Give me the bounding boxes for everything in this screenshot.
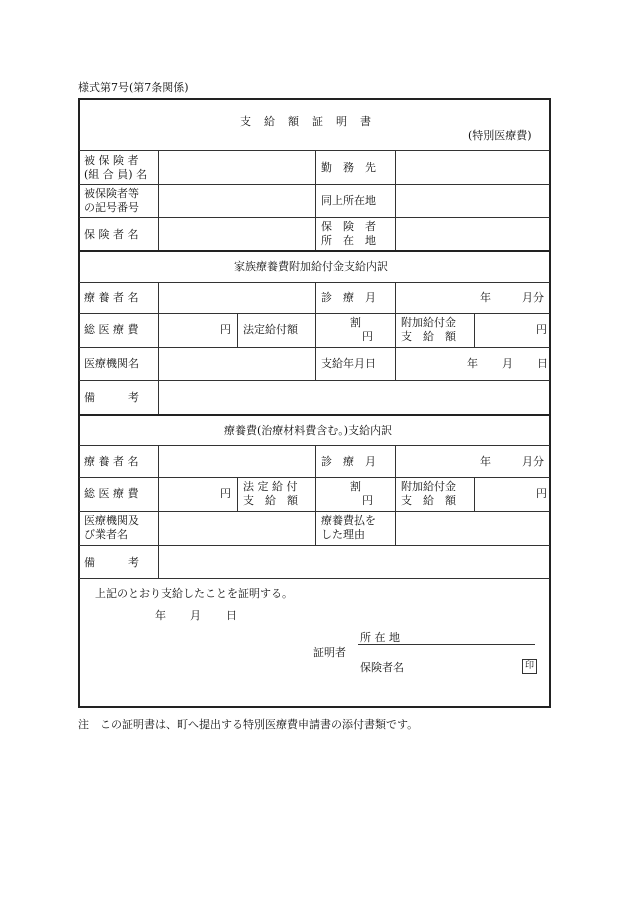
col-line: [237, 477, 238, 511]
reason-label: 療養費払を: [321, 514, 376, 527]
col-line: [158, 150, 159, 250]
form-code: 様式第7号(第7条関係): [78, 81, 189, 94]
seal-icon: 印: [522, 659, 537, 674]
wari-yen: 円: [362, 494, 373, 507]
additional-benefit-label-2: 支 給 額: [401, 494, 456, 507]
year-label: 年: [480, 291, 491, 304]
total-cost-yen: 円: [220, 487, 231, 500]
insurer-address-label-2: 所 在 地: [321, 234, 376, 247]
insurer-address-label: 保 険 者: [321, 220, 376, 233]
insured-name-label-2: (組 合 員) 名: [84, 168, 148, 181]
certifier-label: 証明者: [313, 646, 346, 659]
institution-label-2: び業者名: [84, 528, 128, 541]
additional-yen: 円: [536, 323, 547, 336]
col-line: [395, 150, 396, 250]
workplace-label: 勤 務 先: [321, 161, 376, 174]
date-month: 月: [502, 357, 513, 370]
section2-title: 療養費(治療材料費含む。)支給内訳: [224, 424, 393, 437]
footnote: 注 この証明書は、町へ提出する特別医療費申請書の添付書類です。: [78, 718, 419, 731]
additional-yen: 円: [536, 487, 547, 500]
payment-date-label: 支給年月日: [321, 357, 376, 370]
col-line: [395, 445, 396, 545]
additional-benefit-label-2: 支 給 額: [401, 330, 456, 343]
col-line: [315, 150, 316, 250]
statutory-rate-label: 法 定 給 付: [243, 480, 298, 493]
wari-yen: 円: [362, 330, 373, 343]
row-line: [79, 380, 550, 381]
insured-name-label: 被 保 険 者: [84, 154, 139, 167]
col-line: [395, 282, 396, 380]
date-day: 日: [537, 357, 548, 370]
form-subtitle: (特別医療費): [468, 129, 532, 142]
row-line: [79, 578, 550, 579]
institution-label: 医療機関名: [84, 357, 139, 370]
remarks-label: 備 考: [84, 556, 139, 569]
total-cost-yen: 円: [220, 323, 231, 336]
cert-month: 月: [190, 609, 201, 622]
cert-day: 日: [226, 609, 237, 622]
insured-symbol-label-2: の記号番号: [84, 201, 139, 214]
treatment-month-label: 診 療 月: [321, 291, 376, 304]
year-label: 年: [480, 455, 491, 468]
date-year: 年: [467, 357, 478, 370]
additional-benefit-label: 附加給付金: [401, 480, 456, 493]
month-label: 月分: [522, 455, 544, 468]
patient-name-label: 療 養 者 名: [84, 291, 139, 304]
col-line: [315, 282, 316, 380]
remarks-label: 備 考: [84, 391, 139, 404]
same-address-label: 同上所在地: [321, 194, 376, 207]
total-cost-label: 総 医 療 費: [84, 487, 139, 500]
row-line: [79, 545, 550, 546]
section-line: [79, 414, 550, 416]
statutory-rate-label: 法定給付額: [243, 323, 298, 336]
section1-title: 家族療養費附加給付金支給内訳: [234, 260, 388, 273]
col-line: [315, 445, 316, 545]
col-line: [158, 282, 159, 414]
col-line: [474, 477, 475, 511]
treatment-month-label: 診 療 月: [321, 455, 376, 468]
insured-symbol-label: 被保険者等: [84, 187, 139, 200]
col-line: [237, 313, 238, 347]
section-line: [79, 250, 550, 252]
month-label: 月分: [522, 291, 544, 304]
col-line: [158, 445, 159, 578]
wari-label: 割: [350, 480, 361, 493]
cert-year: 年: [155, 609, 166, 622]
total-cost-label: 総 医 療 費: [84, 323, 139, 336]
reason-label-2: した理由: [321, 528, 365, 541]
wari-label: 割: [350, 316, 361, 329]
insurer-name-sign-label: 保険者名: [360, 661, 404, 674]
statutory-rate-label-2: 支 給 額: [243, 494, 298, 507]
location-label: 所 在 地: [360, 631, 400, 644]
insurer-name-label: 保 険 者 名: [84, 228, 139, 241]
form-title: 支 給 額 証 明 書: [240, 115, 372, 128]
location-underline: [358, 644, 535, 645]
patient-name-label: 療 養 者 名: [84, 455, 139, 468]
additional-benefit-label: 附加給付金: [401, 316, 456, 329]
col-line: [474, 313, 475, 347]
institution-label: 医療機関及: [84, 514, 139, 527]
certification-statement: 上記のとおり支給したことを証明する。: [95, 587, 293, 600]
